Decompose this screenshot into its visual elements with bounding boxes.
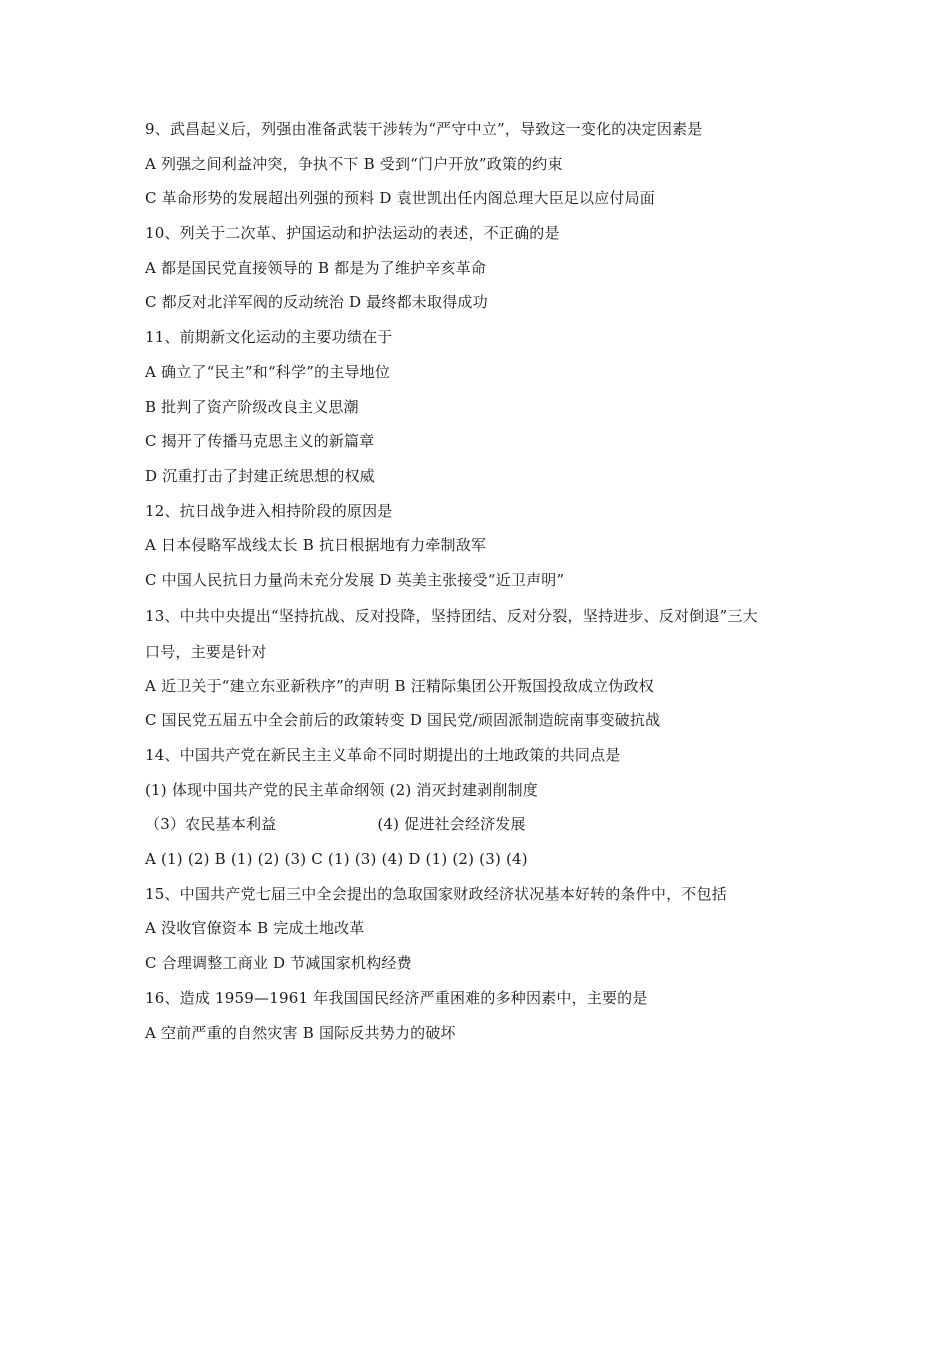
question-14-choices: A (1) (2) B (1) (2) (3) C (1) (3) (4) D (1) (2) (3) (4) <box>145 850 528 869</box>
question-14-item-4: (4) 促进社会经济发展 <box>377 815 526 834</box>
question-10-options-ab: A 都是国民党直接领导的 B 都是为了维护辛亥革命 <box>145 258 487 277</box>
question-12-options-ab: A 日本侵略军战线太长 B 抗日根据地有力牵制敌军 <box>145 536 487 555</box>
question-13-options-ab: A 近卫关于“建立东亚新秩序”的声明 B 汪精际集团公开叛国投敌成立伪政权 <box>145 676 654 695</box>
question-list <box>145 112 835 1050</box>
question-14-item-1: (1) 体现中国共产党的民主革命纲领 <box>145 780 385 799</box>
question-11-option-c: C 揭开了传播马克思主义的新篇章 <box>145 432 375 451</box>
question-14-items-row2 <box>145 807 835 842</box>
question-9-options-ab: A 列强之间利益冲突，争执不下 B 受到“门户开放”政策的约束 <box>145 154 563 173</box>
question-15-stem: 15、中国共产党七届三中全会提出的急取国家财政经济状况基本好转的条件中，不包括 <box>145 884 727 903</box>
question-13-stem-line1: 13、中共中央提出“坚持抗战、反对投降，坚持团结、反对分裂，坚持进步、反对倒退”三大 <box>145 606 758 625</box>
question-11-stem: 11、前期新文化运动的主要功绩在于 <box>145 328 393 347</box>
question-11-option-b: B 批判了资产阶级改良主义思潮 <box>145 397 359 416</box>
question-14-stem: 14、中国共产党在新民主主义革命不同时期提出的土地政策的共同点是 <box>145 746 621 764</box>
question-12-options-cd: C 中国人民抗日力量尚未充分发展 D 英美主张接受“近卫声明” <box>145 570 565 589</box>
question-14-item-2: (2) 消灭封建剥削制度 <box>389 780 539 799</box>
question-11-option-d: D 沉重打击了封建正统思想的权威 <box>145 466 375 485</box>
question-11-option-a: A 确立了“民主”和“科学”的主导地位 <box>145 362 391 381</box>
question-16-options-ab: A 空前严重的自然灾害 B 国际反共势力的破坏 <box>145 1023 456 1042</box>
question-9-stem: 9、武昌起义后，列强由准备武装干涉转为“严守中立”，导致这一变化的决定因素是 <box>145 120 703 138</box>
question-10-stem: 10、列关于二次革、护国运动和护法运动的表述，不正确的是 <box>145 224 560 243</box>
question-15-options-cd: C 合理调整工商业 D 节减国家机构经费 <box>145 954 412 973</box>
question-15-options-ab: A 没收官僚资本 B 完成土地改革 <box>145 919 365 938</box>
question-14-item-3: （3）农民基本利益 <box>145 815 277 834</box>
question-13-stem-line2: 口号，主要是针对 <box>145 642 267 661</box>
question-13-options-cd: C 国民党五届五中全会前后的政策转变 D 国民党/顽固派制造皖南事变破抗战 <box>145 711 661 730</box>
question-9-options-cd: C 革命形势的发展超出列强的预料 D 袁世凯出任内阁总理大臣足以应付局面 <box>145 189 656 208</box>
question-10-options-cd: C 都反对北洋军阀的反动统治 D 最终都未取得成功 <box>145 293 488 312</box>
question-14-items-row1 <box>145 773 835 808</box>
question-12-stem: 12、抗日战争进入相持阶段的原因是 <box>145 501 393 520</box>
question-16-stem: 16、造成 1959—1961 年我国国民经济严重困难的多种因素中，主要的是 <box>145 988 648 1007</box>
